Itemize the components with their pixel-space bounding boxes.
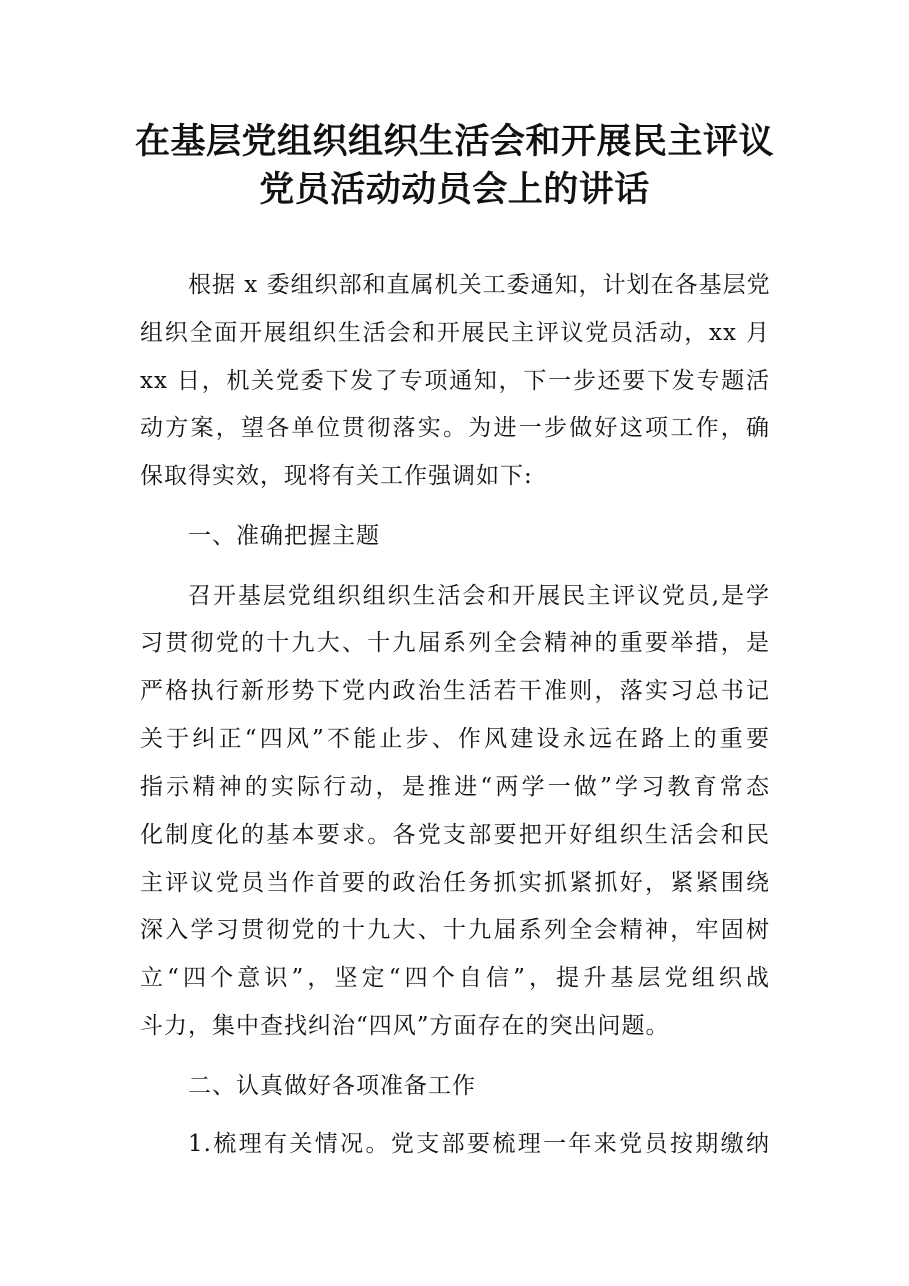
paragraph-intro-line: 根据 x 委组织部和直属机关工委通知，计划在各基层党 bbox=[188, 272, 771, 298]
paragraph-intro-line: 保取得实效，现将有关工作强调如下: bbox=[140, 463, 533, 489]
section-heading-2: 二、认真做好各项准备工作 bbox=[188, 1073, 476, 1099]
paragraph-section1-line: 主评议党员当作首要的政治任务抓实抓紧抓好，紧紧围绕 bbox=[140, 870, 770, 896]
paragraph-intro-line: 动方案，望各单位贯彻落实。为进一步做好这项工作，确 bbox=[140, 415, 770, 441]
paragraph-section1-line: 关于纠正“四风”不能止步、作风建设永远在路上的重要 bbox=[140, 726, 770, 752]
paragraph-section2-line: 1.梳理有关情况。党支部要梳理一年来党员按期缴纳 bbox=[188, 1131, 770, 1157]
section-heading-1: 一、准确把握主题 bbox=[188, 523, 380, 549]
paragraph-section1-line: 指示精神的实际行动，是推进“两学一做”学习教育常态 bbox=[140, 774, 770, 800]
paragraph-intro-line: 组织全面开展组织生活会和开展民主评议党员活动，xx 月 bbox=[140, 320, 770, 346]
document-title-line-2: 党员活动动员会上的讲话 bbox=[259, 169, 650, 210]
paragraph-section1-line: 严格执行新形势下党内政治生活若干准则，落实习总书记 bbox=[140, 678, 770, 704]
paragraph-section1-line: 召开基层党组织组织生活会和开展民主评议党员,是学 bbox=[188, 583, 770, 609]
paragraph-section1-line: 深入学习贯彻党的十九大、十九届系列全会精神，牢固树 bbox=[140, 917, 770, 943]
paragraph-section1-line: 习贯彻党的十九大、十九届系列全会精神的重要举措，是 bbox=[140, 630, 770, 656]
paragraph-section1-line: 化制度化的基本要求。各党支部要把开好组织生活会和民 bbox=[140, 822, 770, 848]
paragraph-section1-line: 立“四个意识”，坚定“四个自信”，提升基层党组织战 bbox=[140, 965, 770, 991]
paragraph-section1-line: 斗力，集中查找纠治“四风”方面存在的突出问题。 bbox=[140, 1013, 670, 1039]
document-title-line-1: 在基层党组织组织生活会和开展民主评议 bbox=[134, 121, 774, 162]
paragraph-intro-line: xx 日，机关党委下发了专项通知，下一步还要下发专题活 bbox=[140, 368, 770, 394]
